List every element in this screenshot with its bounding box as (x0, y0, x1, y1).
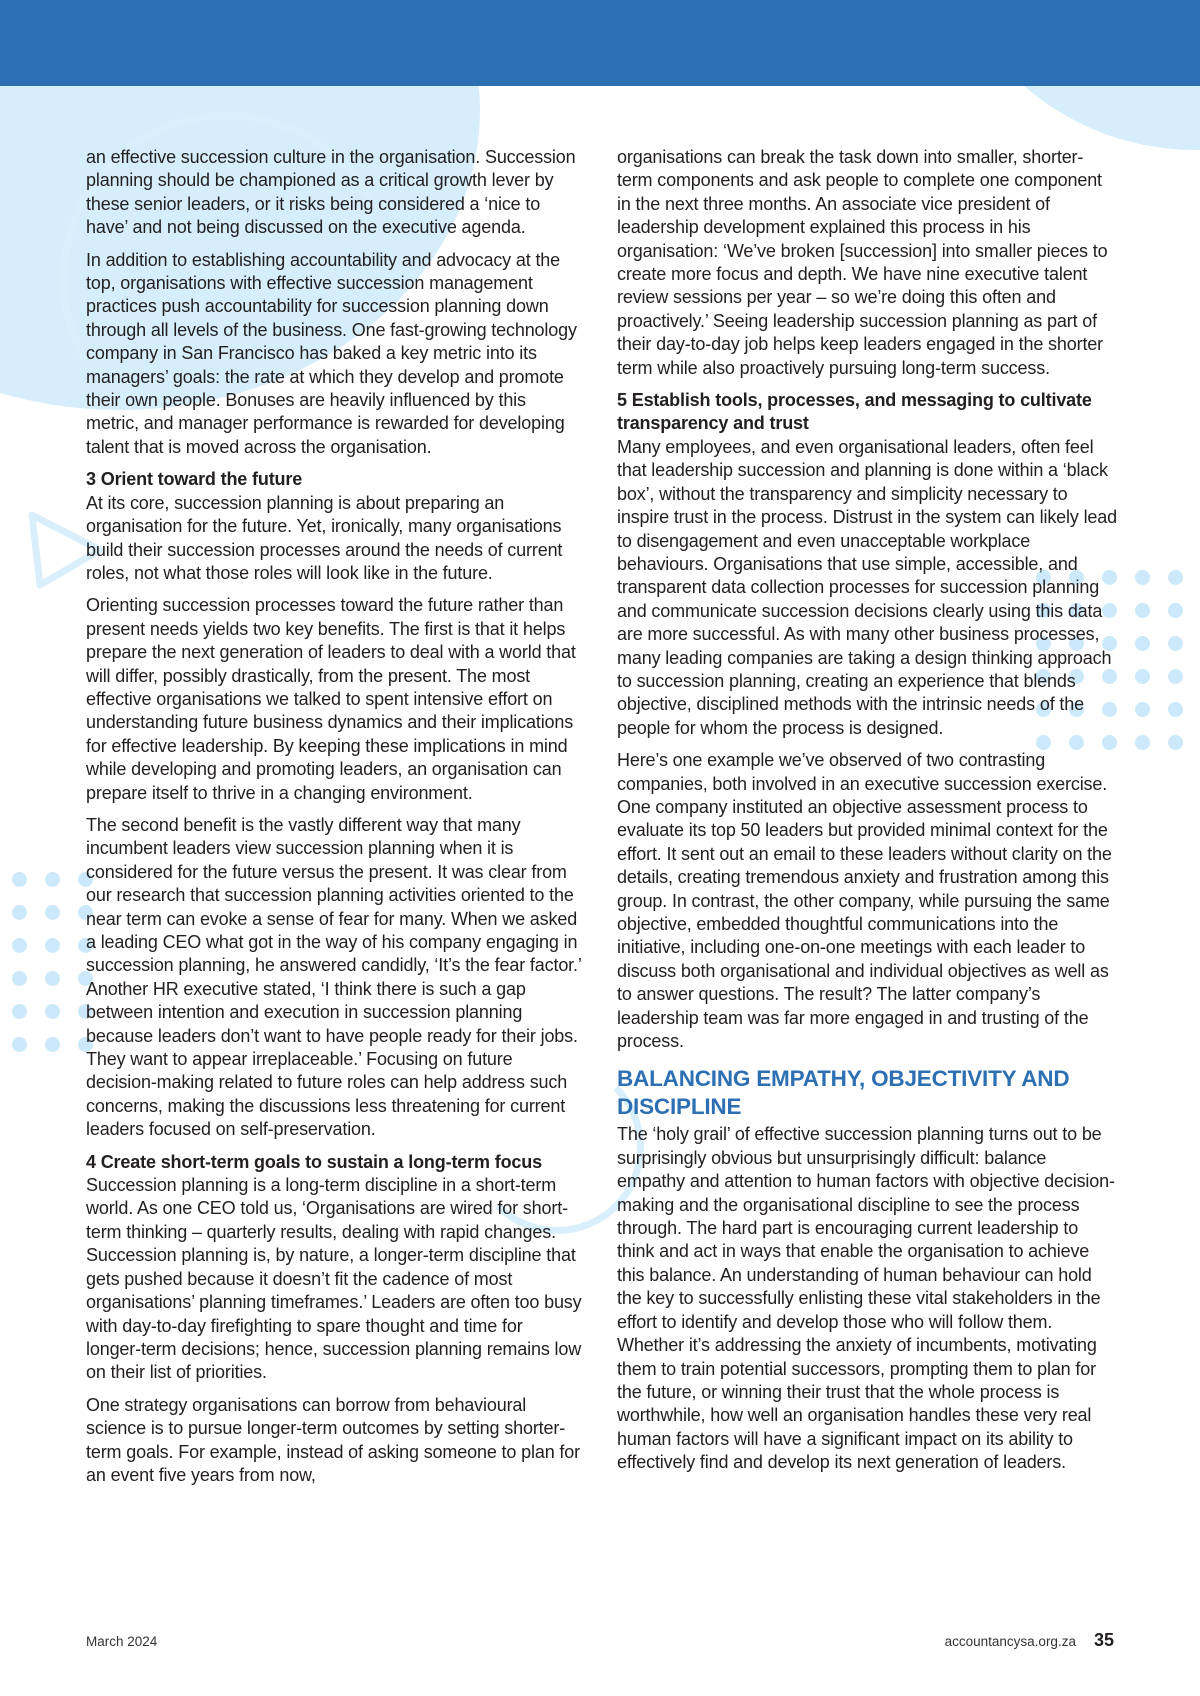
decorative-dot (1135, 702, 1150, 717)
section-heading-5: 5 Establish tools, processes, and messaging to cultivate transparency and trust (617, 390, 1092, 434)
decorative-dot (1135, 570, 1150, 585)
decorative-dot (12, 971, 27, 986)
paragraph: Here’s one example we’ve observed of two contrasting companies, both involved in an executive succession exercise. One company instituted an objective assessment process to evaluate its top 50 leaders but provided minimal context for the effort. It sent out an email to these leaders without clarity on the details, creating tremendous anxiety and frustration among this group. In contrast, the other company, while pursuing the same objective, embedded thoughtful communications into the initiative, including one-on-one meetings with each leader to discuss both organisational and individual objectives as well as to answer questions. The result? The latter company’s leadership team was far more engaged in and trusting of the process. (617, 750, 1112, 1052)
section-heading-4: 4 Create short-term goals to sustain a long-term focus (86, 1151, 542, 1172)
decorative-dot (45, 938, 60, 953)
paragraph: The second benefit is the vastly different way that many incumbent leaders view succession planning when it is considered for the future versus the present. It was clear from our research that succession planning activities oriented to the near term can evoke a sense of fear for many. When we asked a leading CEO what got in the way of his company engaging in succession planning, he answered candidly, ‘It’s the fear factor.’ Another HR executive stated, ‘I think there is such a gap between intention and execution in succession planning because leaders don’t want to have people ready for their jobs. They want to appear irreplaceable.’ Focusing on future decision-making related to future roles can help address such concerns, making the discussions less threatening for current leaders focused on self-preservation. (86, 814, 582, 1140)
decorative-dot (12, 938, 27, 953)
footer-website: accountancysa.org.za (944, 1634, 1076, 1649)
decorative-dot (45, 1004, 60, 1019)
decorative-dot (12, 905, 27, 920)
decorative-dot (45, 872, 60, 887)
paragraph: At its core, succession planning is about preparing an organisation for the future. Yet, ironically, many organisations build their succession processes around the needs of current roles, not what those roles will look like in the future. (86, 492, 563, 583)
decorative-dot (45, 905, 60, 920)
page-number: 35 (1093, 1630, 1114, 1650)
paragraph: Many employees, and even organisational leaders, often feel that leadership succession and planning is done within a ‘black box’, without the transparency and simplicity necessary to inspire trust in the process. Distrust in the system can likely lead to disengagement and even unacceptable workplace behaviours. Organisations that use simple, accessible, and transparent data collection processes for succession planning and communicate succession decisions clearly using this data are more successful. As with many other business processes, many leading companies are taking a design thinking approach to succession planning, creating an experience that blends objective, disciplined methods with the intrinsic needs of the people for whom the process is designed. (617, 436, 1118, 738)
decorative-dot (1168, 735, 1183, 750)
right-column (617, 146, 1117, 1484)
decorative-dot (12, 872, 27, 887)
left-column (86, 146, 582, 1496)
header-bar (0, 0, 1200, 86)
paragraph: Succession planning is a long-term discipline in a short-term world. As one CEO told us, ‘Organisations are wired for short-term thinking – quarterly results, dealing with rapid changes. Succession planning is, by nature, a longer-term discipline that gets pushed because it doesn’t fit the cadence of most organisations’ planning timeframes.’ Leaders are often too busy with day-to-day firefighting to spare thought and time for longer-term decisions; hence, succession planning remains low on their list of priorities. (86, 1175, 582, 1383)
paragraph: In addition to establishing accountability and advocacy at the top, organisations with effective succession management practices push accountability for succession planning down through all levels of the business. One fast-growing technology company in San Francisco has baked a key metric into its managers’ goals: the rate at which they develop and promote their own people. Bonuses are heavily influenced by this metric, and manager performance is rewarded for developing talent that is moved across the organisation. (86, 249, 577, 457)
footer-date: March 2024 (86, 1634, 158, 1649)
decorative-dot (1168, 669, 1183, 684)
decorative-dot (1168, 702, 1183, 717)
decorative-dot (12, 1037, 27, 1052)
decorative-dot (45, 1037, 60, 1052)
decorative-dot (1135, 636, 1150, 651)
decorative-dot (1168, 603, 1183, 618)
decorative-dot (1135, 735, 1150, 750)
decorative-dot (12, 1004, 27, 1019)
decorative-dot (1135, 603, 1150, 618)
paragraph: The ‘holy grail’ of effective succession planning turns out to be surprisingly obvious but unsurprisingly difficult: balance empathy and attention to human factors with objective decision-making and the organisational discipline to see the process through. The hard part is encouraging current leadership to think and act in ways that enable the organisation to achieve this balance. An understanding of human behaviour can hold the key to successfully enlisting these vital stakeholders in the effort to identify and develop those who will follow them. Whether it’s addressing the anxiety of incumbents, motivating them to train potential successors, prompting them to plan for the future, or winning their trust that the whole process is worthwhile, how well an organisation handles these very real human factors will have a significant impact on its ability to effectively find and develop its next generation of leaders. (617, 1124, 1115, 1473)
decorative-dot (1168, 570, 1183, 585)
paragraph: Orienting succession processes toward the future rather than present needs yields two key benefits. The first is that it helps prepare the next generation of leaders to deal with a world that will differ, possibly drastically, from the present. The most effective organisations we talked to spent intensive effort on understanding future business dynamics and their implications for effective leadership. By keeping these implications in mind while developing and promoting leaders, an organisation can prepare itself to thrive in a changing environment. (86, 595, 576, 803)
paragraph: organisations can break the task down into smaller, shorter-term components and ask people to complete one component in the next three months. An associate vice president of leadership development explained this process in his organisation: ‘We’ve broken [succession] into smaller pieces to create more focus and depth. We have nine executive talent review sessions per year – so we’re doing this often and proactively.’ Seeing leadership succession planning as part of their day-to-day job helps keep leaders engaged in the shorter term while also proactively pursuing long-term success. (617, 147, 1108, 378)
decorative-dot (45, 971, 60, 986)
decorative-dot (1168, 636, 1183, 651)
section-heading-3: 3 Orient toward the future (86, 469, 303, 490)
paragraph: an effective succession culture in the organisation. Succession planning should be championed as a critical growth lever by these senior leaders, or it risks being considered a ‘nice to have’ and not being discussed on the executive agenda. (86, 147, 576, 238)
decorative-dot (1135, 669, 1150, 684)
section-title: BALANCING EMPATHY, OBJECTIVITY AND DISCIPLINE (617, 1066, 1070, 1120)
paragraph: One strategy organisations can borrow from behavioural science is to pursue longer-term outcomes by setting shorter-term goals. For example, instead of asking someone to plan for an event five years from now, (86, 1394, 580, 1485)
footer (945, 1630, 1114, 1651)
